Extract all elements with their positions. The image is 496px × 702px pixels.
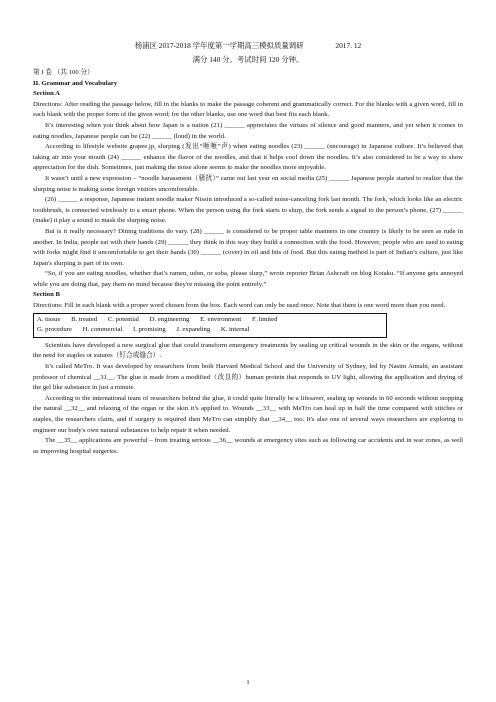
word-option: I. promising (133, 326, 166, 334)
word-option: F. limited (251, 315, 278, 323)
section-a-paragraph: But is it really necessary? Dining traditions do vary. (28) ______ is considered to be proper table manners in one country is likely to be seen as rude in another. In India, people eat with their hands (29) ______ they think in this way they build a connection with the food. However, people who are used to eating with forks might find it uncomfortable to get their hands (30) ______ (cover) in oil and bits of food. But this eating method is part of Indian’s culture, just like Japan's slurping is part of its own. (33, 227, 463, 267)
section-b-paragraph: Scientists have developed a new surgical glue that could transform emergency treatments by sealing up critical wounds in the skin or the organs, without the need for staples or sutures（钉合或缝合）. (33, 341, 463, 360)
word-option: H. commercial (82, 326, 123, 334)
section-b-paragraph: According to the international team of researchers behind the glue, it could quite literally be a lifesaver, sealing up wounds in 60 seconds without stopping the natural __32__ and relaxing of the organ or the skin it’s applied to. Wounds __33__ with MeTro can heal up in half the time compared with stitches or staples, the researchers claim, and if surgery is required then MeTro can simplify that __34__ too. It's also one of several ways researchers are exploring to engineer our body's own natural substances to help repair it when needed. (33, 394, 463, 434)
section-a-paragraph: “So, if you are eating noodles, whether that’s ramen, udon, or soba, please slurp,” wrote reporter Brian Ashcraft on blog Kotaku. “If anyone gets annoyed while you are doing that, pay them no mind because they're missing the point entirely.” (33, 270, 463, 288)
word-option: C. potential (107, 315, 139, 323)
page-number: 1 (246, 679, 250, 686)
part-label: 第 I 卷 （共 100 分） (33, 69, 94, 76)
section-a-paragraph: (26) ______ a response, Japanese instant noodle maker Nissin introduced a so-called noise-canceling fork last month. The fork, which looks like an electric toothbrush, is connected wirelessly to a smart phone. When the person using the fork starts to slurp, the fork sends a signal to the person’s phone, (27) ______ (make) it play a sound to mask the slurping noise. (33, 196, 463, 225)
section-b-directions: Directions: Fill in each blank with a proper word chosen from the box. Each word can only be used once. Note that there is one word more than you need. (33, 302, 446, 310)
word-box-row (37, 315, 383, 326)
exam-title: 杨浦区 2017-2018 学年度第一学期高三模拟质量调研 (134, 41, 304, 50)
section-heading: II. Grammar and Vocabulary (33, 79, 118, 87)
word-box-row (37, 325, 383, 336)
word-option: K. internal (220, 326, 250, 334)
section-a-paragraph: It wasn’t until a new expression – “noodle harassment（骚扰）” came out last year on social media (25) ______ Japanese people started to realize that the slurping noise is making some foreign visitors uncomfortable. (33, 174, 463, 193)
word-box (33, 313, 387, 338)
section-a-paragraph: It’s interesting when you think about how Japan is a nation (21) ______ appreciates the virtues of silence and good manners, and yet when it comes to eating noodles, Japanese people can be (22) ______ (loud) in the world. (33, 121, 463, 140)
section-a-label: Section A (33, 90, 60, 98)
word-option: J. expanding (176, 326, 211, 334)
section-a-paragraph: According to lifestyle website grapee.jp, slurping (发出“咂咂”声) when eating noodles (23) ______ (encourage) in Japanese culture. It’s believed that taking air into your mouth (24) ______ enhance the flavor of the noodles, and that it helps cool down the noodles. It’s also considered to be a way to show appreciation for the dish. Sometimes, just making the noise alone seems to make the noodles more enjoyable. (33, 143, 463, 172)
word-option: A. tissue (37, 315, 61, 323)
section-b-label: Section B (33, 291, 60, 299)
section-b-paragraph: The __35__ applications are powerful – from treating serious __36__ wounds at emergency sites such as following car accidents and in war zones, as well as improving hospital surgeries. (33, 437, 463, 455)
word-option: E. environment (200, 315, 242, 323)
section-a-directions: Directions: After reading the passage below, fill in the blanks to make the passage coherent and grammatically correct. For the blanks with a given word, fill in each blank with the proper form of the given word; for the other blanks, use one word that best fits each blank. (33, 100, 463, 119)
exam-info: 满分 140 分。考试时间 120 分钟。 (192, 55, 304, 64)
exam-header (0, 40, 496, 51)
exam-date: 2017. 12 (335, 41, 362, 50)
document-body (33, 68, 463, 457)
word-option: B. treated (71, 315, 98, 323)
section-b-paragraph: It’s called MeTro. It was developed by researchers from both Harvard Medical School and the University of Sydney, led by Nasim Annabi, an assistant professor of chemical __31__. The glue is made from a modified（改良的）human protein that responds to UV light, allowing the application and drying of the gel like substance in just a minute. (33, 363, 463, 392)
word-option: D. engineering (149, 315, 190, 323)
word-option: G. procedure (37, 326, 72, 334)
